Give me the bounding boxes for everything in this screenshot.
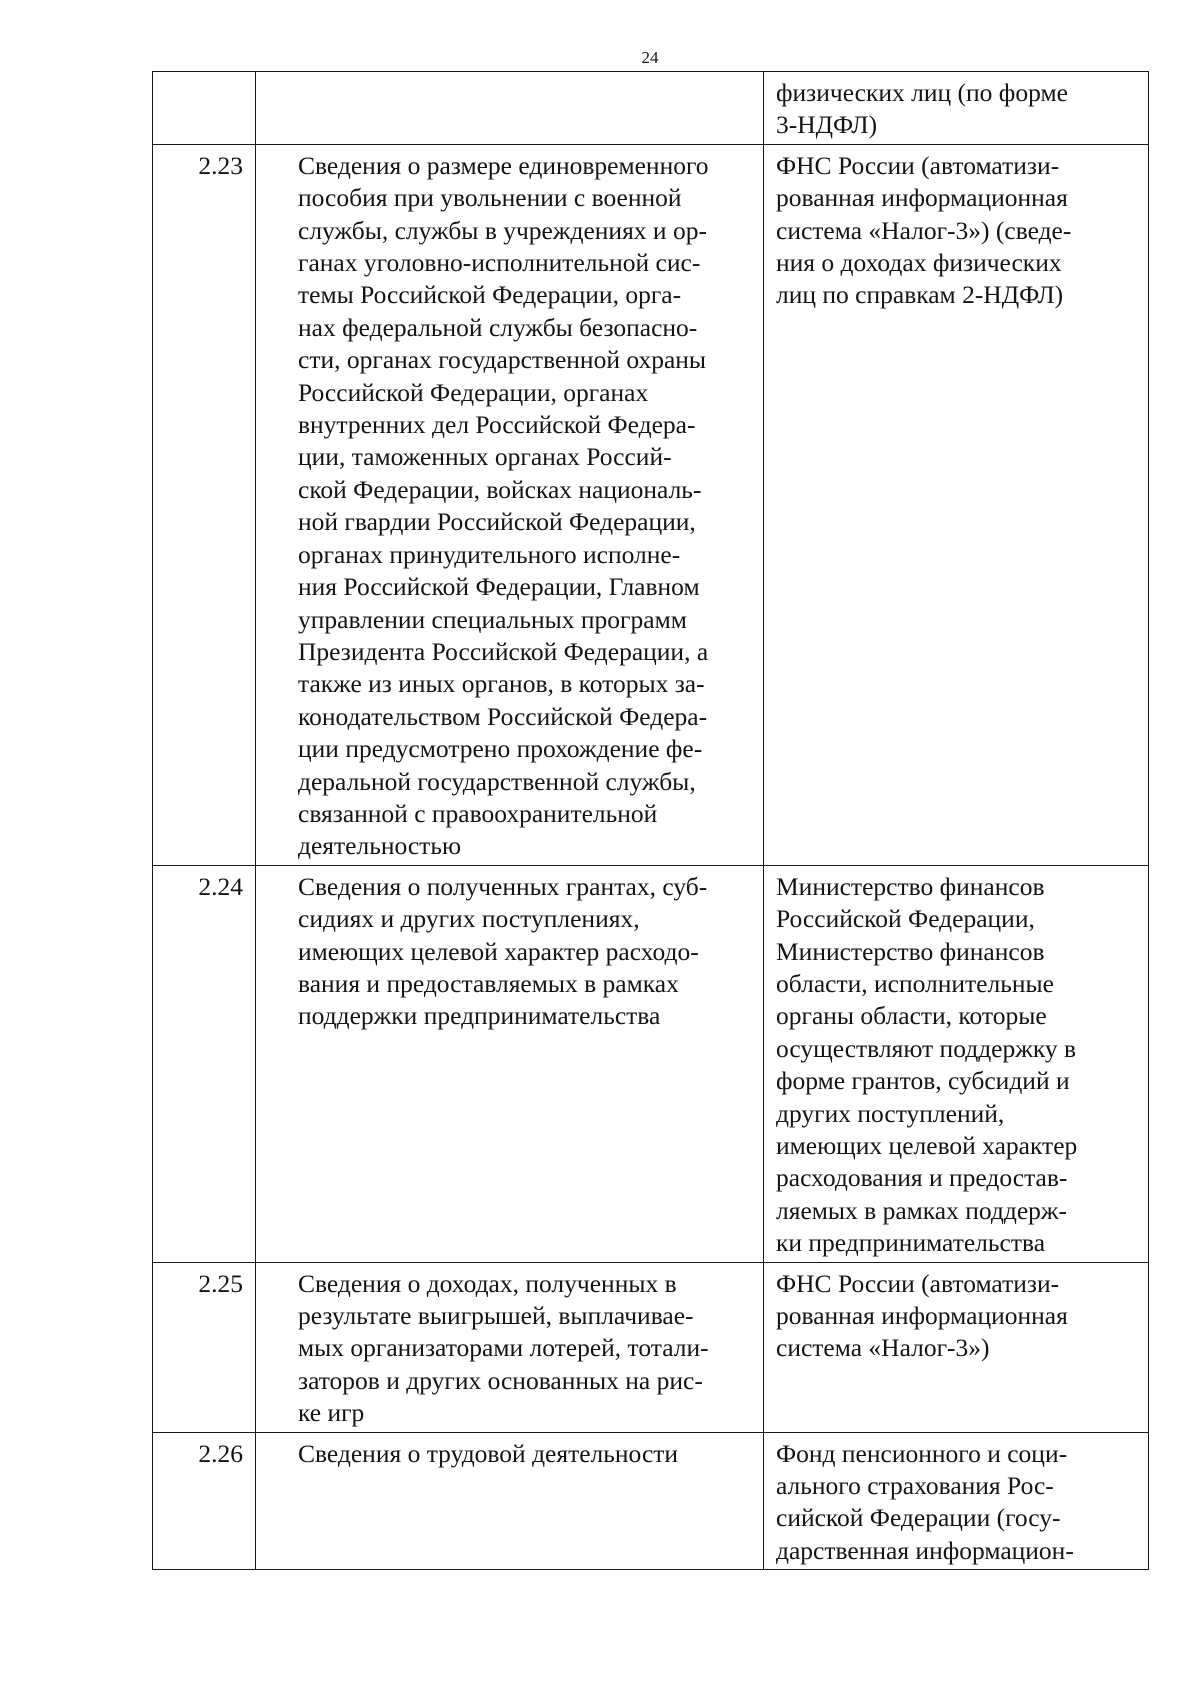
page-number: 24: [641, 48, 659, 67]
row-description-line: имеющих целевой характер расходо-: [298, 936, 699, 966]
row-description: [256, 1432, 764, 1570]
row-description-line: связанной с правоохранительной: [298, 798, 658, 828]
row-number: 2.23: [153, 144, 256, 865]
row-source: [764, 144, 1149, 865]
table-row: [153, 865, 1149, 1262]
row-source: [764, 865, 1149, 1262]
row-description-line: Сведения о размере единовременного: [298, 150, 709, 180]
row-description-line: Сведения о полученных грантах, суб-: [298, 871, 708, 901]
row-source-line: форме грантов, субсидий и: [776, 1066, 1070, 1096]
row-description-line: также из иных органов, в которых за-: [298, 669, 705, 699]
row-description-line: мых организаторами лотерей, тотали-: [298, 1333, 709, 1363]
row-description: [256, 865, 764, 1262]
row-source-line: система «Налог-3») (сведе-: [776, 215, 1072, 245]
row-description: [256, 1262, 764, 1432]
row-description-line: нах федеральной службы безопасно-: [298, 312, 698, 342]
row-source-line: дарственная информацион-: [776, 1535, 1074, 1565]
row-source-line: ального страхования Рос-: [776, 1471, 1054, 1501]
row-source-line: области, исполнительные: [776, 968, 1054, 998]
row-description-line: вания и предоставляемых в рамках: [298, 968, 679, 998]
row-source-line: других поступлений,: [776, 1098, 1005, 1128]
row-description: [256, 144, 764, 865]
row-source-line: лиц по справкам 2-НДФЛ): [776, 280, 1064, 310]
row-number: [153, 72, 256, 145]
row-description-line: деятельностью: [298, 831, 462, 861]
row-source-line: Фонд пенсионного и соци-: [776, 1438, 1068, 1468]
row-description-line: заторов и других основанных на рис-: [298, 1365, 703, 1395]
row-description-line: ния Российской Федерации, Главном: [298, 572, 700, 602]
row-description-line: темы Российской Федерации, орга-: [298, 280, 682, 310]
row-description-line: ной гвардии Российской Федерации,: [298, 507, 696, 537]
row-source-line: ФНС России (автоматизи-: [776, 150, 1060, 180]
row-source-line: расходования и предостав-: [776, 1163, 1068, 1193]
row-description: [256, 72, 764, 145]
table-row: [153, 1432, 1149, 1570]
row-source-line: ляемых в рамках поддерж-: [776, 1195, 1068, 1225]
row-description-line: сидиях и других поступлениях,: [298, 904, 640, 934]
row-source-line: рованная информационная: [776, 1301, 1068, 1331]
row-source-line: ния о доходах физических: [776, 248, 1062, 278]
row-source-line: Российской Федерации,: [776, 904, 1035, 934]
table-body: [153, 72, 1149, 1570]
row-description-line: службы, службы в учреждениях и ор-: [298, 215, 707, 245]
row-source-line: ФНС России (автоматизи-: [776, 1268, 1060, 1298]
row-number: 2.26: [153, 1432, 256, 1570]
row-description-line: поддержки предпринимательства: [298, 1001, 661, 1031]
row-source: [764, 1432, 1149, 1570]
row-description-line: Сведения о доходах, полученных в: [298, 1268, 677, 1298]
row-source-line: осуществляют поддержку в: [776, 1033, 1077, 1063]
row-description-line: внутренних дел Российской Федера-: [298, 410, 696, 440]
row-description-line: пособия при увольнении с военной: [298, 183, 682, 213]
table-row: [153, 72, 1149, 145]
row-description-line: ганах уголовно-исполнительной сис-: [298, 248, 701, 278]
row-source-line: имеющих целевой характер: [776, 1131, 1078, 1160]
row-description-line: конодательством Российской Федера-: [298, 701, 708, 731]
row-description-line: деральной государственной службы,: [298, 766, 696, 796]
row-description-line: ке игр: [298, 1398, 365, 1428]
row-source: [764, 72, 1149, 145]
row-description-line: ции, таможенных органах Россий-: [298, 442, 672, 472]
data-sources-table: [152, 71, 1149, 1570]
row-number: 2.24: [153, 865, 256, 1262]
row-description-line: Сведения о трудовой деятельности: [298, 1438, 679, 1468]
table-row: [153, 144, 1149, 865]
row-description-line: ции предусмотрено прохождение фе-: [298, 734, 703, 764]
row-source-line: Министерство финансов: [776, 871, 1045, 901]
row-source-line: система «Налог-3»): [776, 1333, 990, 1363]
row-description-line: управлении специальных программ: [298, 604, 687, 634]
row-description-line: Российской Федерации, органах: [298, 377, 649, 407]
table-row: [153, 1262, 1149, 1432]
row-source-line: сийской Федерации (госу-: [776, 1503, 1061, 1533]
row-source-line: органы области, которые: [776, 1001, 1047, 1031]
row-description-line: сти, органах государственной охраны: [298, 345, 707, 375]
row-description-line: результате выигрышей, выплачивае-: [298, 1301, 694, 1331]
row-description-line: Президента Российской Федерации, а: [298, 636, 709, 666]
row-source-line: рованная информационная: [776, 183, 1068, 213]
row-source-line: 3-НДФЛ): [776, 110, 878, 140]
row-source: [764, 1262, 1149, 1432]
row-description-line: ской Федерации, войсках националь-: [298, 474, 702, 504]
row-source-line: ки предпринимательства: [776, 1228, 1046, 1258]
row-number: 2.25: [153, 1262, 256, 1432]
row-source-line: физических лиц (по форме: [776, 78, 1068, 107]
row-description-line: органах принудительного исполне-: [298, 539, 681, 569]
row-source-line: Министерство финансов: [776, 936, 1045, 966]
